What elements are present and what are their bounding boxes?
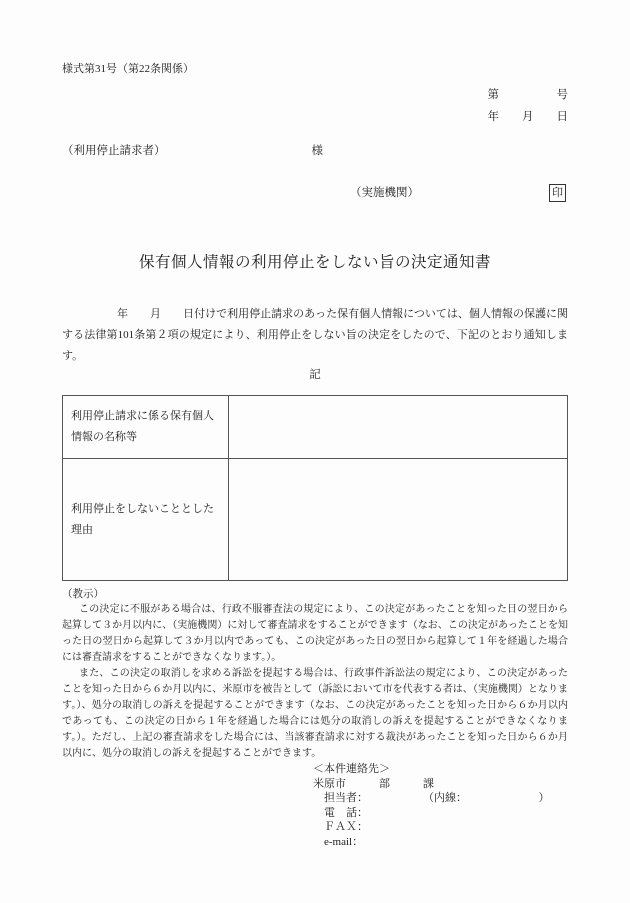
addressee-honorific: 様 <box>311 145 323 157</box>
contact-email-line: e-mail： <box>313 835 364 848</box>
table-label-held-info-name: 利用停止請求に係る保有個人情報の名称等 <box>63 396 229 459</box>
issuer-label: （実施機関） <box>350 187 419 199</box>
contact-phone-line: 電 話： <box>313 806 368 819</box>
contact-heading: ＜本件連絡先＞ <box>313 763 390 775</box>
table-value-reason <box>229 459 567 580</box>
contact-fax-line: ＦＡＸ： <box>313 821 368 833</box>
notes-paragraph-appeal: この決定に不服がある場合は、行政不服審査法の規定により、この決定があったことを知った日の翌日から起算して３か月以内に、（実施機関）に対して審査請求をすることができます（なお、この決定があったことを知った日の翌日から起算して３か月以内であっても、この決定があった日の翌日から起算して１年を経過した場合には審査請求をすることができなくなります。）。 <box>62 604 568 663</box>
reference-block <box>62 84 568 128</box>
notes-paragraph-lawsuit: また、この決定の取消しを求める訴訟を提起する場合は、行政事件訴訟法の規定により、この決定があったことを知った日から６か月以内に、米原市を被告として（訴訟において市を代表する者は、（実施機関）となります。）、処分の取消しの訴えを提起することができます（なお、この決定があったことを知った日から６か月以内であっても、この決定の日から１年を経過した場合には処分の取消しの訴えを提起することができなくなります。）。ただし、上記の審査請求をした場合には、当該審査請求に対する裁決があったことを知った日から６か月以内に、処分の取消しの訴えを提起することができます。 <box>62 668 568 759</box>
doc-number-line: 第 号 <box>487 89 568 101</box>
page-title: 保有個人情報の利用停止をしない旨の決定通知書 <box>138 254 491 271</box>
contact-person-line: 担当者： （内線： ） <box>313 792 550 804</box>
date-line: 年 月 日 <box>487 111 568 123</box>
document-content <box>62 62 568 849</box>
info-table <box>62 395 568 581</box>
contact-organization: 米原市 部 課 <box>313 777 434 790</box>
notes-heading: （教示） <box>62 589 104 600</box>
contact-block <box>313 762 568 849</box>
ki-marker: 記 <box>309 369 321 381</box>
table-value-held-info-name <box>229 396 567 459</box>
issuer-row <box>62 184 568 202</box>
addressee-row <box>62 144 568 158</box>
addressee-label: （利用停止請求者） <box>62 145 166 157</box>
seal-stamp-box: 印 <box>549 184 566 202</box>
table-label-reason: 利用停止をしないこととした理由 <box>63 459 229 580</box>
form-number: 様式第31号（第22条関係） <box>62 63 194 75</box>
body-paragraph: 年 月 日付けで利用停止請求のあった保有個人情報については、個人情報の保護に関する法律第101条第２項の規定により、利用停止をしない旨の決定をしたので、下記のとおり通知します。 <box>62 308 568 362</box>
